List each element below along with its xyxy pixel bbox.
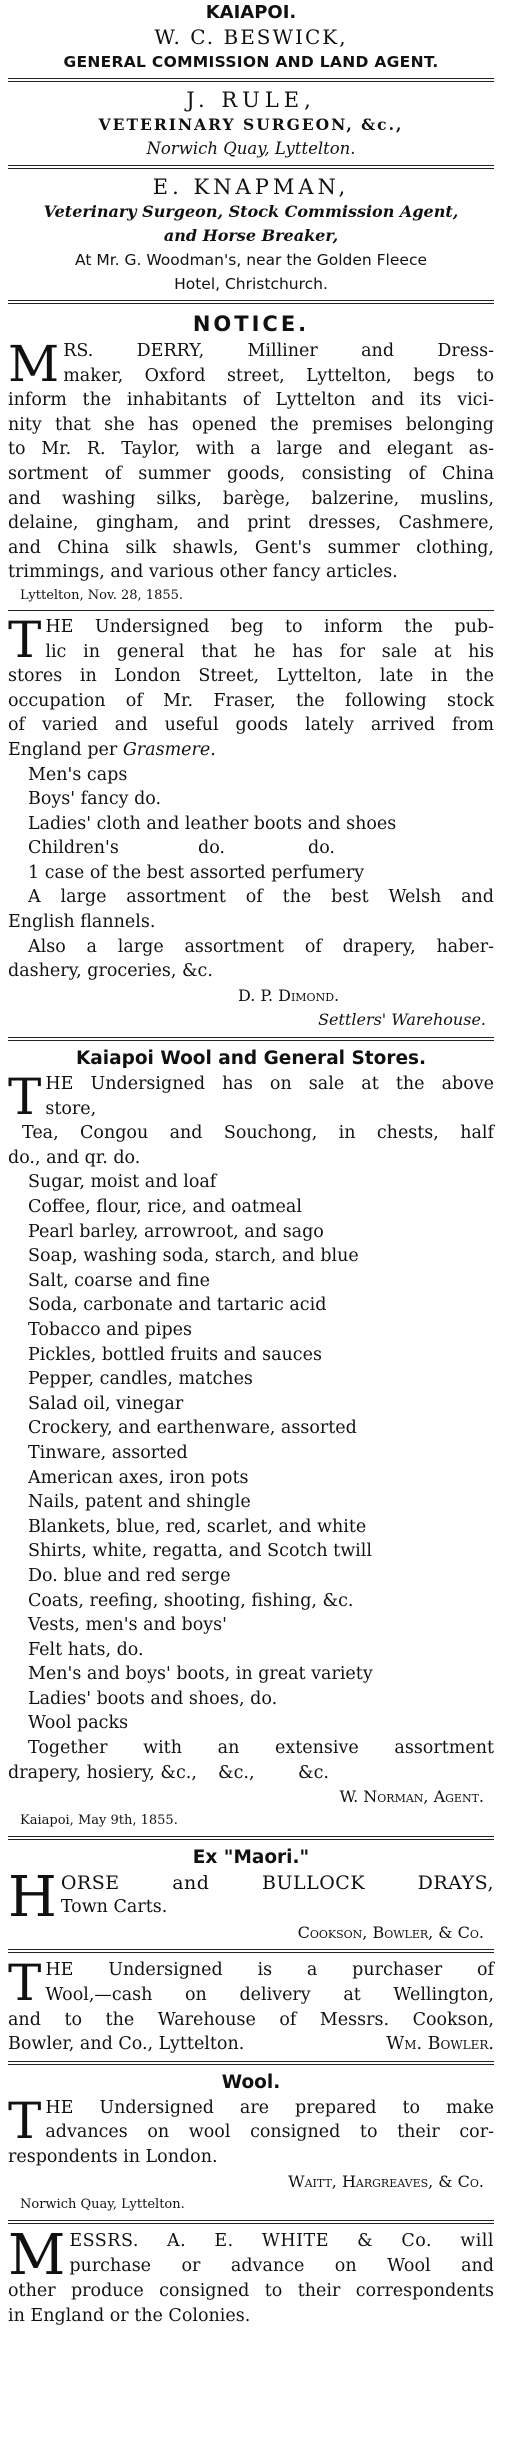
list-item: Boys' fancy do. [28,789,162,810]
maori-body [8,1864,494,1930]
knapman-line1: Veterinary Surgeon, Stock Commission Agent, [43,202,459,221]
dimond-body [8,610,494,763]
list-item: Salt, coarse and fine [28,1270,210,1291]
dimond-england-line [8,738,494,763]
notice-heading: NOTICE. [192,312,310,336]
dimond-line: HE Undersigned beg to inform the pub- [45,616,494,637]
kaiapoi-items [8,1170,494,1736]
divider [8,1949,494,1953]
maori-dropcap: H [8,1864,57,1930]
children-b: do. [198,838,225,859]
dimond-line: stores in London Street, Lyttelton, late in the [8,666,494,687]
list-item: 1 case of the best assorted perfumery [28,862,365,883]
white-line: ESSRS. A. E. WHITE & Co. will [69,2231,494,2252]
bowler-line: Wool,—cash on delivery at Wellington, [45,1985,494,2006]
knapman-line4: Hotel, Christchurch. [174,275,328,293]
kaiapoi-tea1: Tea, Congou and Souchong, in chests, half [22,1123,494,1144]
divider [8,610,494,611]
kaiapoi-stores-body [8,1068,494,1785]
kaiapoi-dropcap: T [8,1068,42,1127]
together2c: &c. [298,1762,329,1783]
bowler-dropcap: T [8,1954,42,2013]
list-item: Coats, reefing, shooting, fishing, &c. [28,1590,354,1611]
notice-line: trimmings, and various other fancy articles. [8,562,398,583]
dimond-sign-place: Settlers' Warehouse. [318,1010,486,1030]
dimond-ship: Grasmere. [122,739,216,760]
wool-line: advances on wool consigned to their cor- [45,2122,494,2143]
notice-line: sortment of summer goods, consisting of China [8,463,494,484]
list-item: Do. blue and red serge [28,1565,231,1586]
bowler-last: Bowler, and Co., Lyttelton. [8,2034,245,2055]
notice-line: RS. DERRY, Milliner and Dress- [63,341,494,361]
maori-heading: Ex "Maori." [192,1846,310,1868]
list-item: Pickles, bottled fruits and sauces [28,1344,322,1365]
children-a: Children's [28,838,119,859]
notice-body [8,335,494,585]
beswick-name: W. C. BESWICK, [154,25,348,49]
divider [8,2061,494,2065]
together2b: &c., [218,1762,255,1783]
dimond-england-text: England per [8,739,123,760]
kaiapoi-stores-heading: Kaiapoi Wool and General Stores. [75,1048,427,1070]
beswick-title: GENERAL COMMISSION AND LAND AGENT. [63,53,439,71]
knapman-name: E. KNAPMAN, [152,175,350,199]
list-item: A large assortment of the best Welsh and [28,887,494,908]
wool-sign: Waitt, Hargreaves, & Co. [288,2171,484,2191]
notice-line: maker, Oxford street, Lyttelton, begs to [63,365,494,386]
dimond-line: lic in general that he has for sale at his [45,641,494,662]
list-item: Nails, patent and shingle [28,1492,251,1513]
list-item: Pepper, candles, matches [28,1369,253,1390]
white-body [8,2223,494,2328]
list-item: Also a large assortment of drapery, haber- [28,936,494,957]
dimond-sign-name: D. P. Dimond. [238,985,340,1005]
wool-line: HE Undersigned are prepared to make [45,2097,494,2118]
bowler-sign: Wm. Bowler. [386,2034,494,2055]
list-item: Ladies' boots and shoes, do. [28,1688,278,1709]
list-item: Felt hats, do. [28,1639,144,1660]
white-line: in England or the Colonies. [8,2305,251,2326]
list-item: American axes, iron pots [28,1467,249,1488]
white-line: other produce consigned to their correspondents [8,2281,494,2302]
kaiapoi-together1: Together with an extensive assortment [28,1738,494,1759]
list-item: Men's and boys' boots, in great variety [28,1664,373,1685]
bowler-line: and to the Warehouse of Messrs. Cookson, [8,2009,494,2030]
list-item: Tobacco and pipes [28,1319,192,1340]
list-item: Wool packs [28,1713,129,1734]
list-item: Salad oil, vinegar [28,1393,184,1414]
maori-line2: Town Carts. [60,1897,168,1918]
wool-body [8,2091,494,2170]
wool-heading: Wool. [221,2071,281,2093]
dimond-line: occupation of Mr. Fraser, the following stock [8,690,494,711]
children-c: do. [308,838,335,859]
bowler-last-row [8,2032,494,2057]
kaiapoi-together2 [8,1761,494,1786]
notice-line: and China silk shawls, Gent's summer clothing, [8,537,494,558]
knapman-line2: and Horse Breaker, [163,226,339,245]
kaiapoi-sign: W. Norman, Agent. [339,1787,484,1807]
divider [8,2220,494,2224]
list-item: Coffee, flour, rice, and oatmeal [28,1197,302,1217]
divider [8,78,494,82]
wool-dropcap: T [8,2091,42,2150]
list-item: Men's caps [28,764,128,785]
list-item: Vests, men's and boys' [28,1615,227,1636]
divider [8,1836,494,1840]
knapman-line3: At Mr. G. Woodman's, near the Golden Fleece [74,251,427,269]
notice-line: to Mr. R. Taylor, with a large and elegant as- [8,439,494,460]
list-item: Shirts, white, regatta, and Scotch twill [28,1541,372,1562]
list-item: Blankets, blue, red, scarlet, and white [28,1516,367,1537]
dimond-line: of varied and useful goods lately arrived from [8,715,494,736]
notice-date: Lyttelton, Nov. 28, 1855. [20,587,184,603]
rule-name: J. RULE, [186,88,316,112]
bowler-line: HE Undersigned is a purchaser of [45,1960,494,1981]
kaiapoi-date: Kaiapoi, May 9th, 1855. [20,1812,178,1828]
list-item: Soap, washing soda, starch, and blue [28,1246,359,1267]
list-item: Soda, carbonate and tartaric acid [28,1295,327,1316]
list-item: Pearl barley, arrowroot, and sago [28,1221,324,1242]
white-line: purchase or advance on Wool and [69,2255,494,2276]
divider [8,300,494,304]
notice-line: and washing silks, barège, balzerine, muslins, [8,488,494,509]
list-item: English flannels. [8,912,156,933]
dimond-items [8,763,494,984]
wool-address: Norwich Quay, Lyttelton. [20,2197,185,2213]
notice-dropcap: M [8,335,60,393]
wool-line: respondents in London. [8,2147,218,2167]
list-item: Tinware, assorted [28,1442,188,1463]
kaiapoi-header: KAIAPOI. [205,2,297,23]
list-item: dashery, groceries, &c. [8,961,213,982]
kaiapoi-tea2: do., and qr. do. [8,1147,141,1168]
list-item: Crockery, and earthenware, assorted [28,1418,357,1439]
list-item: Sugar, moist and loaf [28,1172,217,1193]
dimond-dropcap: T [8,610,42,669]
rule-address: Norwich Quay, Lyttelton. [146,139,356,158]
list-item: Ladies' cloth and leather boots and shoes [28,813,397,834]
notice-line: delaine, gingham, and print dresses, Cashmere, [8,513,494,534]
kaiapoi-second: store, [45,1098,97,1119]
bowler-body [8,1954,494,2056]
divider [8,165,494,169]
white-dropcap: M [8,2223,66,2289]
notice-line: nity that she has opened the premises belonging [8,414,494,435]
together2a: drapery, hosiery, &c., [8,1762,197,1783]
list-item [8,836,494,861]
maori-line1: ORSE and BULLOCK DRAYS, [60,1871,494,1894]
maori-sign: Cookson, Bowler, & Co. [297,1922,484,1942]
divider [8,1037,494,1041]
rule-title: VETERINARY SURGEON, &c., [98,115,404,134]
notice-line: inform the inhabitants of Lyttelton and its vici- [8,390,494,411]
kaiapoi-first: HE Undersigned has on sale at the above [45,1074,494,1095]
